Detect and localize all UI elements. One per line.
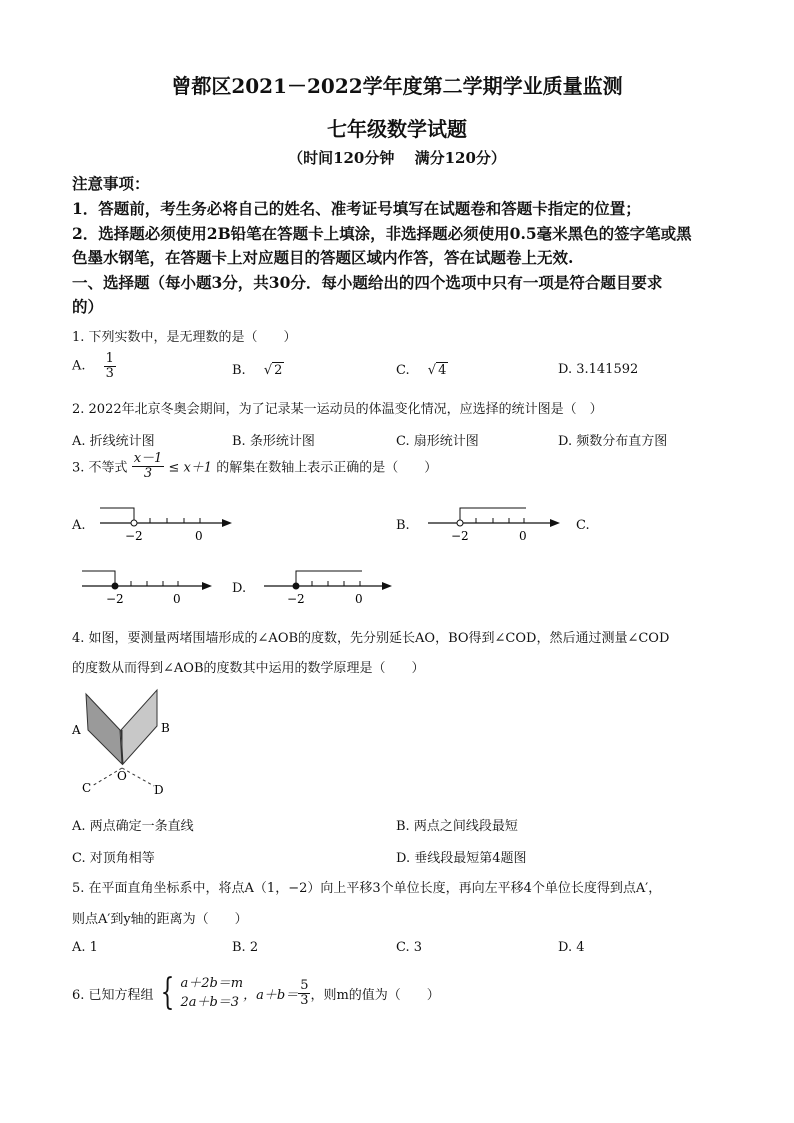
question-1-option-b bbox=[232, 362, 284, 378]
option-a-label: A. bbox=[72, 358, 86, 374]
tick-neg2: −2 bbox=[106, 592, 124, 606]
fraction bbox=[132, 452, 165, 480]
tick-0: 0 bbox=[355, 592, 363, 606]
question-4-line-2: 的度数从而得到∠AOB的度数其中运用的数学原理是（ ） bbox=[72, 661, 425, 676]
exam-time-note: （时间120分钟 满分120分） bbox=[288, 149, 506, 167]
stem-pre: 3. 不等式 bbox=[72, 460, 128, 476]
question-1-option-a bbox=[72, 352, 116, 380]
question-4-line-1: 4. 如图，要测量两堵围墙形成的∠AOB的度数，先分别延长AO，BO得到∠COD，然后通过测量∠COD bbox=[72, 631, 670, 646]
question-3-option-d-label: D. bbox=[232, 581, 247, 596]
label-c: C bbox=[82, 781, 92, 795]
radicand: 2 bbox=[274, 363, 283, 378]
denominator: 3 bbox=[300, 992, 309, 1008]
question-4-option-d: D. 垂线段最短第4题图 bbox=[396, 851, 527, 866]
question-5-line-1: 5. 在平面直角坐标系中，将点A（1，−2）向上平移3个单位长度，再向左平移4个单位长度得到点A′， bbox=[72, 881, 662, 896]
exam-title: 曾都区2021－2022学年度第二学期学业质量监测 bbox=[171, 74, 623, 98]
sqrt-icon: √ bbox=[427, 363, 437, 378]
option-b-label: B. bbox=[232, 363, 246, 378]
sqrt-icon: √ bbox=[263, 363, 273, 378]
question-1-stem: 1. 下列实数中，是无理数的是（ ） bbox=[72, 330, 297, 345]
question-1-option-c bbox=[396, 362, 448, 378]
question-1-option-d: D. 3.141592 bbox=[558, 362, 639, 377]
section-1-heading: 一、选择题（每小题3分，共30分．每小题给出的四个选项中只有一项是符合题目要求 bbox=[72, 273, 663, 292]
numerator: 1 bbox=[105, 351, 114, 366]
tick-0: 0 bbox=[195, 529, 203, 543]
stem-post: ，则m的值为（ ） bbox=[310, 987, 440, 1003]
number-line-b bbox=[424, 500, 564, 545]
tick-neg2: −2 bbox=[125, 529, 143, 543]
question-3-option-c-label: C. bbox=[576, 518, 590, 533]
radicand: 4 bbox=[438, 363, 447, 378]
exam-subtitle: 七年级数学试题 bbox=[327, 117, 467, 141]
equation-system bbox=[180, 974, 243, 1013]
notes-item-1: 1．答题前，考生务必将自己的姓名、准考证号填写在试题卷和答题卡指定的位置； bbox=[72, 199, 641, 218]
question-2-option-d: D. 频数分布直方图 bbox=[558, 434, 668, 449]
inequality-rhs: ≤ x＋1 bbox=[168, 460, 213, 476]
fraction bbox=[104, 352, 116, 380]
label-b: B bbox=[161, 721, 170, 735]
label-o: O bbox=[117, 769, 127, 783]
question-5-option-b: B. 2 bbox=[232, 940, 259, 955]
option-c-label: C. bbox=[396, 363, 410, 378]
section-1-heading-cont: 的） bbox=[72, 297, 104, 316]
question-3-stem bbox=[72, 452, 437, 480]
stem-post: 的解集在数轴上表示正确的是（ ） bbox=[216, 460, 438, 476]
question-4-option-b: B. 两点之间线段最短 bbox=[396, 819, 518, 834]
question-4-option-a: A. 两点确定一条直线 bbox=[72, 819, 194, 834]
notes-heading: 注意事项： bbox=[72, 174, 150, 193]
notes-item-2-line-2: 色墨水钢笔，在答题卡上对应题目的答题区域内作答，答在试题卷上无效. bbox=[72, 248, 574, 267]
number-line-c bbox=[80, 563, 220, 608]
notes-item-2-line-1: 2．选择题必须使用2B铅笔在答题卡上填涂，非选择题必须使用0.5毫米黑色的签字笔或黑 bbox=[72, 224, 692, 243]
equation-1: a＋2b＝m bbox=[180, 975, 244, 991]
question-5-line-2: 则点A′到y轴的距离为（ ） bbox=[72, 912, 248, 927]
question-6-stem bbox=[72, 970, 440, 1016]
tick-0: 0 bbox=[519, 529, 527, 543]
brace-icon: { bbox=[160, 972, 174, 1013]
number-line-d bbox=[260, 563, 400, 608]
question-3-option-b-label: B. bbox=[396, 518, 410, 533]
numerator: 5 bbox=[300, 977, 309, 993]
numerator: x－1 bbox=[133, 451, 163, 466]
denominator: 3 bbox=[143, 465, 153, 481]
question-2-option-c: C. 扇形统计图 bbox=[396, 434, 479, 449]
stem-mid: ，a＋b＝ bbox=[243, 987, 299, 1003]
question-2-option-a: A. 折线统计图 bbox=[72, 434, 155, 449]
tick-0: 0 bbox=[173, 592, 181, 606]
label-d: D bbox=[154, 783, 164, 797]
question-5-option-d: D. 4 bbox=[558, 940, 585, 955]
question-5-option-c: C. 3 bbox=[396, 940, 423, 955]
tick-neg2: −2 bbox=[451, 529, 469, 543]
equation-2: 2a＋b＝3 bbox=[180, 995, 240, 1010]
tick-neg2: −2 bbox=[287, 592, 305, 606]
question-5-option-a: A. 1 bbox=[72, 940, 98, 955]
fraction bbox=[298, 979, 310, 1007]
denominator: 3 bbox=[105, 365, 114, 381]
number-line-a bbox=[96, 500, 236, 545]
label-a: A bbox=[72, 723, 81, 737]
stem-pre: 6. 已知方程组 bbox=[72, 987, 154, 1003]
question-2-option-b: B. 条形统计图 bbox=[232, 434, 315, 449]
walls-angle-figure bbox=[70, 686, 180, 798]
question-3-option-a-label: A. bbox=[72, 518, 86, 533]
question-2-stem: 2. 2022年北京冬奥会期间，为了记录某一运动员的体温变化情况，应选择的统计图是（ ） bbox=[72, 402, 603, 417]
question-4-option-c: C. 对顶角相等 bbox=[72, 851, 155, 866]
